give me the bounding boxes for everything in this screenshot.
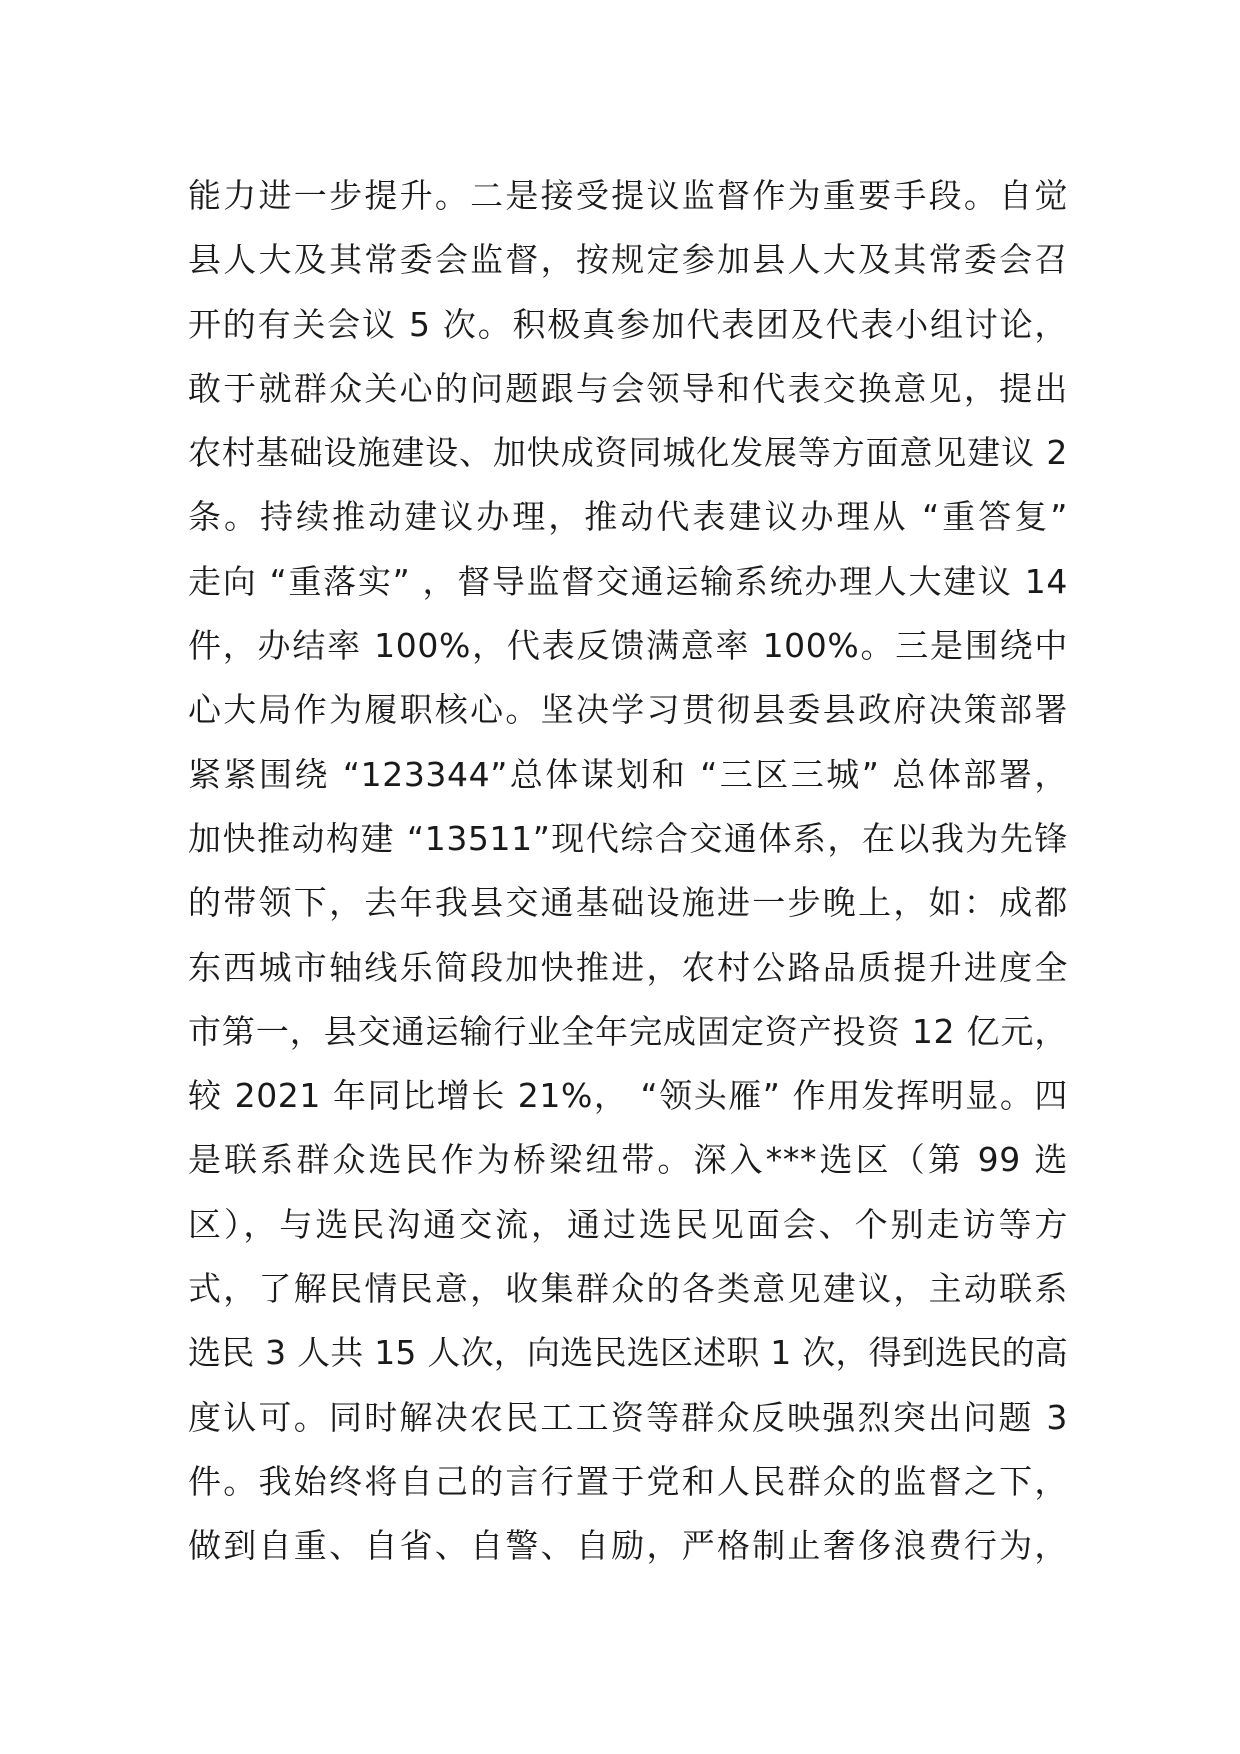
text-line: 条。持续推动建议办理，推动代表建议办理从 “重答复”	[188, 497, 1068, 537]
text-line: 做到自重、自省、自警、自励，严格制止奢侈浪费行为，	[188, 1526, 1068, 1566]
text-line: 开的有关会议 5 次。积极真参加代表团及代表小组讨论，	[188, 304, 1068, 344]
text-line: 紧紧围绕 “123344”总体谋划和 “三区三城” 总体部署，	[188, 754, 1068, 794]
text-line: 选民 3 人共 15 人次，向选民选区述职 1 次，得到选民的高	[188, 1333, 1068, 1373]
text-line: 农村基础设施建设、加快成资同城化发展等方面意见建议 2	[188, 433, 1068, 473]
text-line: 走向 “重落实” ，督导监督交通运输系统办理人大建议 14	[188, 561, 1068, 601]
text-line: 区），与选民沟通交流，通过选民见面会、个别走访等方	[188, 1204, 1068, 1244]
text-line: 东西城市轴线乐简段加快推进，农村公路品质提升进度全	[188, 947, 1068, 987]
text-line: 的带领下，去年我县交通基础设施进一步晚上，如：成都	[188, 883, 1068, 923]
text-line: 加快推动构建 “13511”现代综合交通体系，在以我为先锋	[188, 818, 1068, 858]
text-line: 件。我始终将自己的言行置于党和人民群众的监督之下，	[188, 1461, 1068, 1501]
text-line: 度认可。同时解决农民工工资等群众反映强烈突出问题 3	[188, 1397, 1068, 1437]
text-line: 市第一，县交通运输行业全年完成固定资产投资 12 亿元，	[188, 1011, 1068, 1051]
text-line: 件，办结率 100%，代表反馈满意率 100%。三是围绕中	[188, 626, 1068, 666]
text-line: 心大局作为履职核心。坚决学习贯彻县委县政府决策部署	[188, 690, 1068, 730]
text-line: 能力进一步提升。二是接受提议监督作为重要手段。自觉	[188, 176, 1068, 215]
text-line: 敢于就群众关心的问题跟与会领导和代表交换意见，提出	[188, 368, 1068, 408]
text-line: 较 2021 年同比增长 21%， “领头雁” 作用发挥明显。四	[188, 1076, 1068, 1116]
text-line: 是联系群众选民作为桥梁纽带。深入***选区（第 99 选	[188, 1140, 1068, 1180]
body-text	[188, 164, 1068, 1579]
text-line: 式，了解民情民意，收集群众的各类意见建议，主动联系	[188, 1269, 1068, 1309]
text-line: 县人大及其常委会监督，按规定参加县人大及其常委会召	[188, 240, 1068, 280]
